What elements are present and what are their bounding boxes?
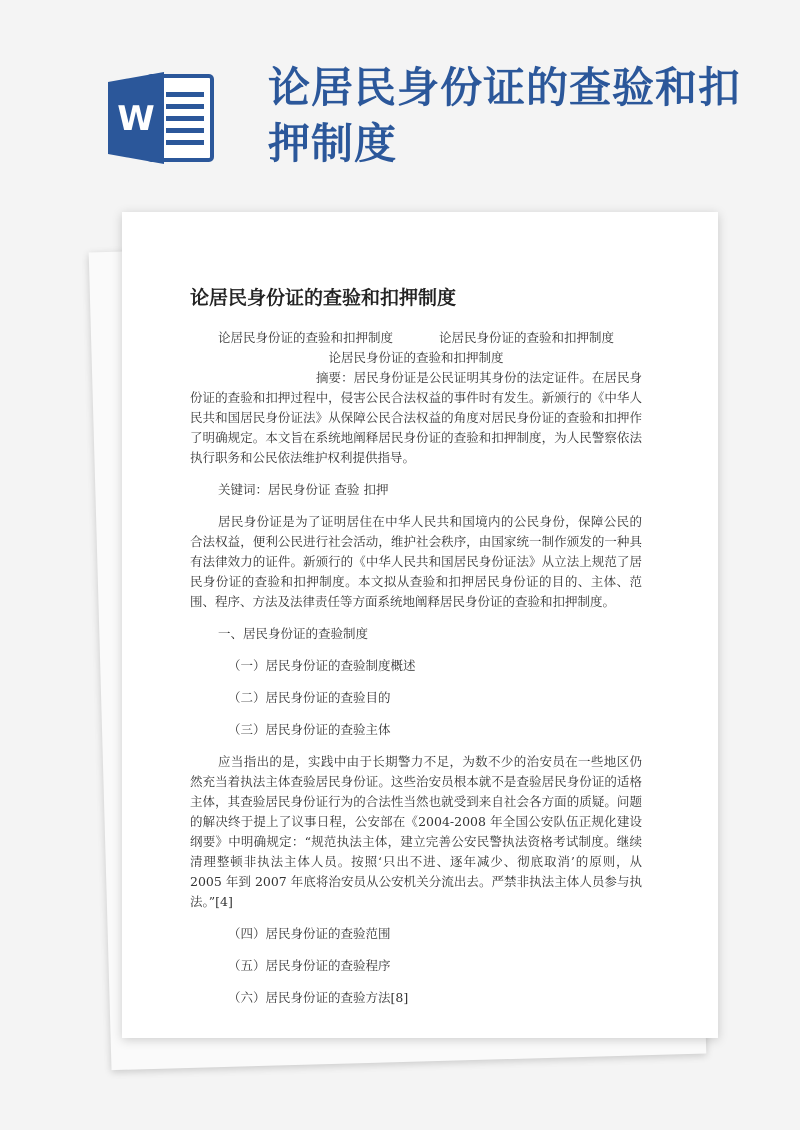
word-icon-letter: W bbox=[117, 99, 155, 139]
keywords-line: 关键词：居民身份证 查验 扣押 bbox=[218, 482, 389, 497]
subtitle-part-a: 论居民身份证的查验和扣押制度 bbox=[218, 330, 394, 345]
subsection-heading: （一）居民身份证的查验制度概述 bbox=[228, 658, 416, 673]
subtitle-part-b: 论居民身份证的查验和扣押制度 bbox=[439, 330, 615, 345]
word-app-icon bbox=[108, 70, 216, 166]
subsection-heading: （六）居民身份证的查验方法[8] bbox=[228, 990, 409, 1005]
document-title: 论居民身份证的查验和扣押制度 bbox=[190, 287, 457, 309]
abstract-paragraph: 摘要：居民身份证是公民证明其身份的法定证件。在居民身份证的查验和扣押过程中，侵害公民合法权益的事件时有发生。新颁行的《中华人民共和国居民身份证法》从保障公民合法权益的角度对居民身份证的查验和扣押作了明确规定。本文旨在系统地阐释居民身份证的查验和扣押制度，为人民警察依法执行职务和公民依法维护权利提供指导。 bbox=[190, 370, 642, 465]
document-subtitle-line bbox=[190, 328, 642, 348]
subsection-heading: （二）居民身份证的查验目的 bbox=[228, 690, 391, 705]
page-title: 论居民身份证的查验和扣押制度 bbox=[268, 63, 742, 168]
section-heading: 一、居民身份证的查验制度 bbox=[218, 626, 369, 641]
document-subtitle-line-2: 论居民身份证的查验和扣押制度 bbox=[328, 350, 504, 365]
intro-paragraph: 居民身份证是为了证明居住在中华人民共和国境内的公民身份，保障公民的合法权益，便利公民进行社会活动，维护社会秩序，由国家统一制作颁发的一种具有法律效力的证件。新颁行的《中华人民共和国居民身份证法》从立法上规范了居民身份证的查验和扣押制度。本文拟从查验和扣押居民身份证的目的、主体、范围、程序、方法及法律责任等方面系统地阐释居民身份证的查验和扣押制度。 bbox=[190, 514, 642, 609]
subsection-heading: （五）居民身份证的查验程序 bbox=[228, 958, 391, 973]
document-body bbox=[190, 328, 642, 1008]
subsection-heading: （三）居民身份证的查验主体 bbox=[228, 722, 391, 737]
body-paragraph: 应当指出的是，实践中由于长期警力不足，为数不少的治安员在一些地区仍然充当着执法主体查验居民身份证。这些治安员根本就不是查验居民身份证的适格主体，其查验居民身份证行为的合法性当然也就受到来自社会各方面的质疑。问题的解决终于提上了议事日程，公安部在《2004-2008 年全国公安队伍正规化建设纲要》中明确规定：“规范执法主体，建立完善公安民警执法资格考试制度。继续清理整顿非执法主体人员。按照‘只出不进、逐年减少、彻底取消’的原则，从 2005 年到 2007 年底将治安员从公安机关分流出去。严禁非执法主体人员参与执法。”[4] bbox=[190, 754, 642, 909]
subsection-heading: （四）居民身份证的查验范围 bbox=[228, 926, 391, 941]
